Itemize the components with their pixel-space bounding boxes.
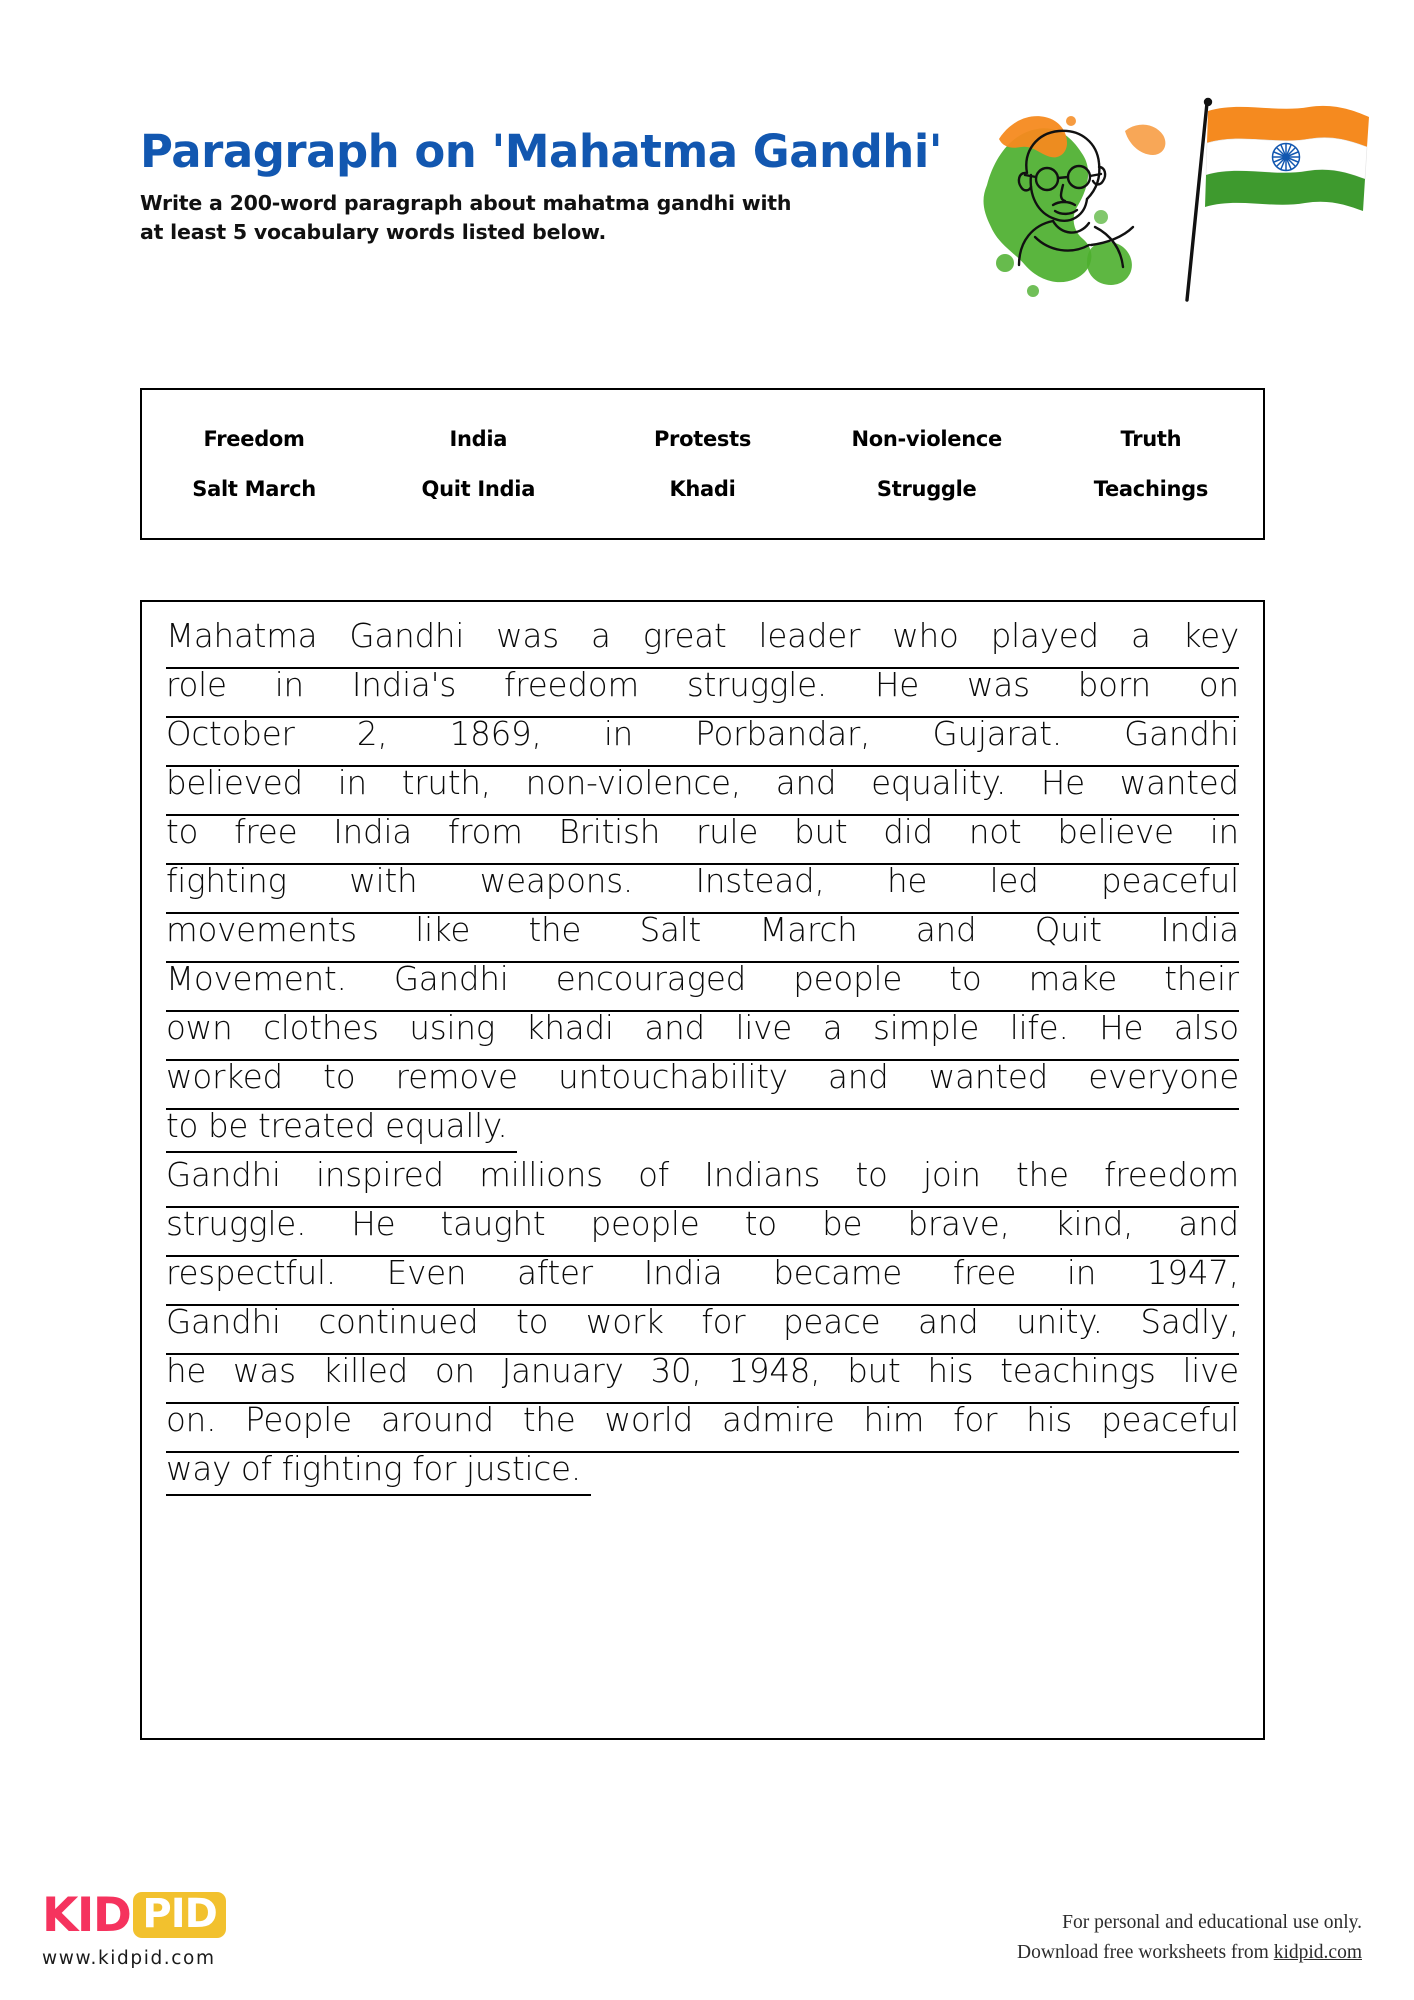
answer-word: Movement. xyxy=(166,963,347,998)
answer-line xyxy=(166,1012,1239,1061)
answer-word: believe xyxy=(1057,816,1174,851)
answer-line xyxy=(166,1453,1239,1502)
answer-line xyxy=(166,914,1239,963)
gandhi-flag-illustration xyxy=(975,95,1375,310)
answer-word: be xyxy=(207,1110,249,1145)
answer-word: freedom xyxy=(504,669,639,704)
answer-word: rule xyxy=(696,816,759,851)
answer-word: also xyxy=(1173,1012,1239,1047)
answer-word: freedom xyxy=(1104,1159,1239,1194)
worksheet-instructions xyxy=(140,189,830,247)
logo-mark xyxy=(42,1888,372,1942)
india-map-splash xyxy=(984,116,1166,297)
answer-word: 1948, xyxy=(728,1355,821,1390)
answer-word: in xyxy=(603,718,634,753)
answer-word: the xyxy=(528,914,582,949)
vocabulary-row-1 xyxy=(142,414,1263,464)
answer-word: he xyxy=(887,865,928,900)
answer-word: around xyxy=(380,1404,494,1439)
answer-word: movements xyxy=(166,914,357,949)
answer-word: a xyxy=(822,1012,843,1047)
answer-word: the xyxy=(1016,1159,1069,1194)
answer-word: join xyxy=(923,1159,981,1194)
footer-usage-note xyxy=(1017,1908,1362,1968)
answer-word: leader xyxy=(758,620,861,655)
answer-word: to xyxy=(855,1159,888,1194)
answer-word: He xyxy=(874,669,920,704)
answer-word: truth, xyxy=(401,767,491,802)
answer-word: in xyxy=(1066,1257,1097,1292)
answer-word: simple xyxy=(873,1012,980,1047)
answer-line xyxy=(166,767,1239,816)
answer-line xyxy=(166,1257,1239,1306)
vocabulary-word-bank xyxy=(140,388,1265,540)
answer-word: his xyxy=(1026,1404,1073,1439)
answer-word: led xyxy=(989,865,1039,900)
answer-word: wanted xyxy=(1119,767,1239,802)
answer-word: peaceful xyxy=(1101,865,1239,900)
vocabulary-word: Non-violence xyxy=(851,427,1002,451)
answer-paragraph-1 xyxy=(166,620,1239,1159)
answer-word: free xyxy=(952,1257,1017,1292)
vocabulary-word: Struggle xyxy=(876,477,977,501)
footer-note-prefix: Download free worksheets from xyxy=(1017,1942,1274,1964)
answer-word: to xyxy=(744,1208,777,1243)
answer-word: live xyxy=(735,1012,793,1047)
answer-word: treated xyxy=(257,1110,376,1145)
footer-note-line-1: For personal and educational use only. xyxy=(1062,1912,1362,1933)
answer-line xyxy=(166,718,1239,767)
answer-word: way xyxy=(166,1453,232,1488)
answer-word: not xyxy=(968,816,1022,851)
kidpid-link[interactable]: kidpid.com xyxy=(1273,1942,1362,1964)
answer-word: for xyxy=(953,1404,998,1439)
answer-word: March xyxy=(759,914,858,949)
answer-word: brave, xyxy=(907,1208,1010,1243)
answer-word: killed xyxy=(322,1355,409,1390)
answer-word: his xyxy=(927,1355,974,1390)
answer-word: Gandhi xyxy=(349,620,465,655)
flag-pole xyxy=(1187,103,1207,300)
answer-line xyxy=(166,669,1239,718)
vocabulary-word: Khadi xyxy=(669,477,736,501)
answer-word: Quit xyxy=(1034,914,1102,949)
answer-word: in xyxy=(1209,816,1239,851)
answer-word: for xyxy=(412,1453,457,1488)
answer-word: life. xyxy=(1009,1012,1069,1047)
page-title: Paragraph on 'Mahatma Gandhi' xyxy=(140,125,943,178)
answer-word: British xyxy=(558,816,661,851)
answer-word: encouraged xyxy=(555,963,747,998)
answer-word: and xyxy=(775,767,837,802)
answer-word: like xyxy=(415,914,471,949)
answer-word: to xyxy=(166,1110,199,1145)
logo-pid-badge xyxy=(133,1892,225,1938)
answer-word: on. xyxy=(166,1404,217,1439)
answer-word: He xyxy=(1040,767,1085,802)
answer-word: on xyxy=(434,1355,475,1390)
vocabulary-word: Freedom xyxy=(203,427,305,451)
answer-word: from xyxy=(447,816,523,851)
answer-line xyxy=(166,865,1239,914)
answer-word: who xyxy=(892,620,959,655)
answer-word: equality. xyxy=(871,767,1007,802)
vocabulary-word: Quit India xyxy=(421,477,536,501)
answer-word: Sadly, xyxy=(1140,1306,1239,1341)
vocabulary-word: Teachings xyxy=(1093,477,1209,501)
answer-word: their xyxy=(1164,963,1239,998)
answer-word: Salt xyxy=(639,914,702,949)
answer-line xyxy=(166,1159,1239,1208)
answer-word: inspired xyxy=(316,1159,444,1194)
answer-word: did xyxy=(883,816,933,851)
answer-word: born xyxy=(1077,669,1151,704)
answer-word: People xyxy=(245,1404,352,1439)
instructions-line-1: Write a 200-word paragraph about mahatma gandhi with xyxy=(140,191,792,216)
answer-line xyxy=(166,1208,1239,1257)
answer-word: of xyxy=(240,1453,272,1488)
logo-website-url: www.kidpid.com xyxy=(42,1948,216,1969)
answer-word: and xyxy=(915,914,977,949)
answer-word: continued xyxy=(318,1306,479,1341)
answer-writing-area[interactable] xyxy=(140,600,1265,1740)
answer-word: to xyxy=(323,1061,356,1096)
vocabulary-word: Salt March xyxy=(192,477,316,501)
answer-word: of xyxy=(638,1159,670,1194)
answer-word: everyone xyxy=(1088,1061,1239,1096)
answer-word: but xyxy=(847,1355,901,1390)
answer-word: khadi xyxy=(525,1012,614,1047)
ashoka-chakra-icon xyxy=(1273,144,1300,171)
answer-word: with xyxy=(349,865,418,900)
answer-word: Gandhi xyxy=(166,1159,281,1194)
answer-word: untouchability xyxy=(558,1061,788,1096)
answer-word: remove xyxy=(395,1061,518,1096)
kidpid-logo[interactable] xyxy=(42,1888,372,1969)
answer-word: 1947, xyxy=(1146,1257,1239,1292)
indian-flag xyxy=(1205,106,1369,211)
answer-word: for xyxy=(701,1306,746,1341)
answer-word: unity. xyxy=(1016,1306,1103,1341)
answer-word: January xyxy=(501,1355,624,1390)
answer-word: world xyxy=(604,1404,694,1439)
answer-word: India xyxy=(1160,914,1239,949)
vocabulary-word: India xyxy=(449,427,508,451)
answer-word: and xyxy=(828,1061,889,1096)
answer-word: was xyxy=(496,620,559,655)
answer-word: great xyxy=(642,620,727,655)
answer-word: people xyxy=(793,963,903,998)
answer-word: Instead, xyxy=(695,865,825,900)
answer-word: non-violence, xyxy=(525,767,741,802)
answer-line xyxy=(166,816,1239,865)
answer-word: struggle. xyxy=(686,669,828,704)
answer-word: 30, xyxy=(650,1355,702,1390)
footer-note-line-2 xyxy=(1017,1938,1362,1968)
answer-word: admire xyxy=(721,1404,835,1439)
answer-line xyxy=(166,1404,1239,1453)
answer-word: equally. xyxy=(385,1110,508,1145)
answer-word: own xyxy=(166,1012,233,1047)
answer-line xyxy=(166,963,1239,1012)
answer-word: taught xyxy=(440,1208,546,1243)
answer-word: people xyxy=(590,1208,700,1243)
answer-word: India xyxy=(333,816,412,851)
answer-word: free xyxy=(234,816,298,851)
logo-pid-text: PID xyxy=(142,1891,217,1937)
vocabulary-word: Protests xyxy=(653,427,752,451)
worksheet-header xyxy=(140,125,1040,247)
answer-line xyxy=(166,1110,1239,1159)
answer-paragraph-2 xyxy=(166,1159,1239,1502)
answer-word: struggle. xyxy=(166,1208,307,1243)
answer-word: and xyxy=(644,1012,705,1047)
answer-word: to xyxy=(516,1306,549,1341)
answer-word: work xyxy=(585,1306,664,1341)
answer-word: India xyxy=(643,1257,723,1292)
answer-word: he xyxy=(166,1355,207,1390)
answer-word: weapons. xyxy=(479,865,634,900)
answer-word: fighting xyxy=(166,865,287,900)
answer-word: teachings xyxy=(1000,1355,1156,1390)
answer-word: clothes xyxy=(263,1012,379,1047)
answer-word: Mahatma xyxy=(166,620,318,655)
answer-word: to xyxy=(949,963,982,998)
answer-word: millions xyxy=(479,1159,603,1194)
answer-word: Porbandar, xyxy=(695,718,871,753)
answer-word: peaceful xyxy=(1101,1404,1239,1439)
answer-line xyxy=(166,1061,1239,1110)
answer-word: be xyxy=(822,1208,863,1243)
answer-word: Even xyxy=(386,1257,467,1292)
answer-word: was xyxy=(966,669,1030,704)
vocabulary-row-2 xyxy=(142,464,1263,514)
answer-word: in xyxy=(274,669,304,704)
answer-word: respectful. xyxy=(166,1257,337,1292)
answer-word: but xyxy=(794,816,848,851)
answer-word: October xyxy=(166,718,295,753)
answer-word: He xyxy=(1099,1012,1144,1047)
answer-word: and xyxy=(917,1306,979,1341)
answer-word: after xyxy=(517,1257,593,1292)
answer-word: role xyxy=(166,669,227,704)
answer-word: make xyxy=(1028,963,1118,998)
answer-word: was xyxy=(233,1355,296,1390)
answer-word: him xyxy=(863,1404,925,1439)
answer-line xyxy=(166,1355,1239,1404)
answer-word: Gandhi xyxy=(393,963,509,998)
answer-word: India's xyxy=(351,669,457,704)
answer-word: the xyxy=(522,1404,576,1439)
answer-word: played xyxy=(990,620,1099,655)
answer-line xyxy=(166,1306,1239,1355)
answer-word: using xyxy=(409,1012,496,1047)
answer-word: 2, xyxy=(356,718,388,753)
answer-word: on xyxy=(1198,669,1239,704)
answer-word: a xyxy=(591,620,611,655)
answer-word: worked xyxy=(166,1061,283,1096)
answer-word: 1869, xyxy=(449,718,542,753)
answer-word: peace xyxy=(783,1306,881,1341)
flag-pole-finial xyxy=(1204,98,1212,106)
answer-word: a xyxy=(1130,620,1151,655)
answer-word: justice. xyxy=(466,1453,581,1488)
answer-line xyxy=(166,620,1239,669)
answer-word: Gandhi xyxy=(166,1306,281,1341)
answer-word: wanted xyxy=(928,1061,1049,1096)
answer-word: live xyxy=(1182,1355,1239,1390)
instructions-line-2: at least 5 vocabulary words listed below. xyxy=(140,220,607,245)
answer-word: He xyxy=(351,1208,396,1243)
logo-kid-text: KID xyxy=(42,1887,131,1943)
answer-word: Gandhi xyxy=(1124,718,1239,753)
answer-word: kind, xyxy=(1054,1208,1134,1243)
answer-word: key xyxy=(1182,620,1239,655)
answer-word: in xyxy=(337,767,367,802)
answer-word: and xyxy=(1178,1208,1239,1243)
answer-word: Gujarat. xyxy=(932,718,1062,753)
answer-word: Indians xyxy=(704,1159,821,1194)
answer-word: fighting xyxy=(281,1453,403,1488)
answer-word: became xyxy=(773,1257,903,1292)
vocabulary-word: Truth xyxy=(1120,427,1182,451)
answer-word: believed xyxy=(166,767,303,802)
answer-word: to xyxy=(166,816,199,851)
